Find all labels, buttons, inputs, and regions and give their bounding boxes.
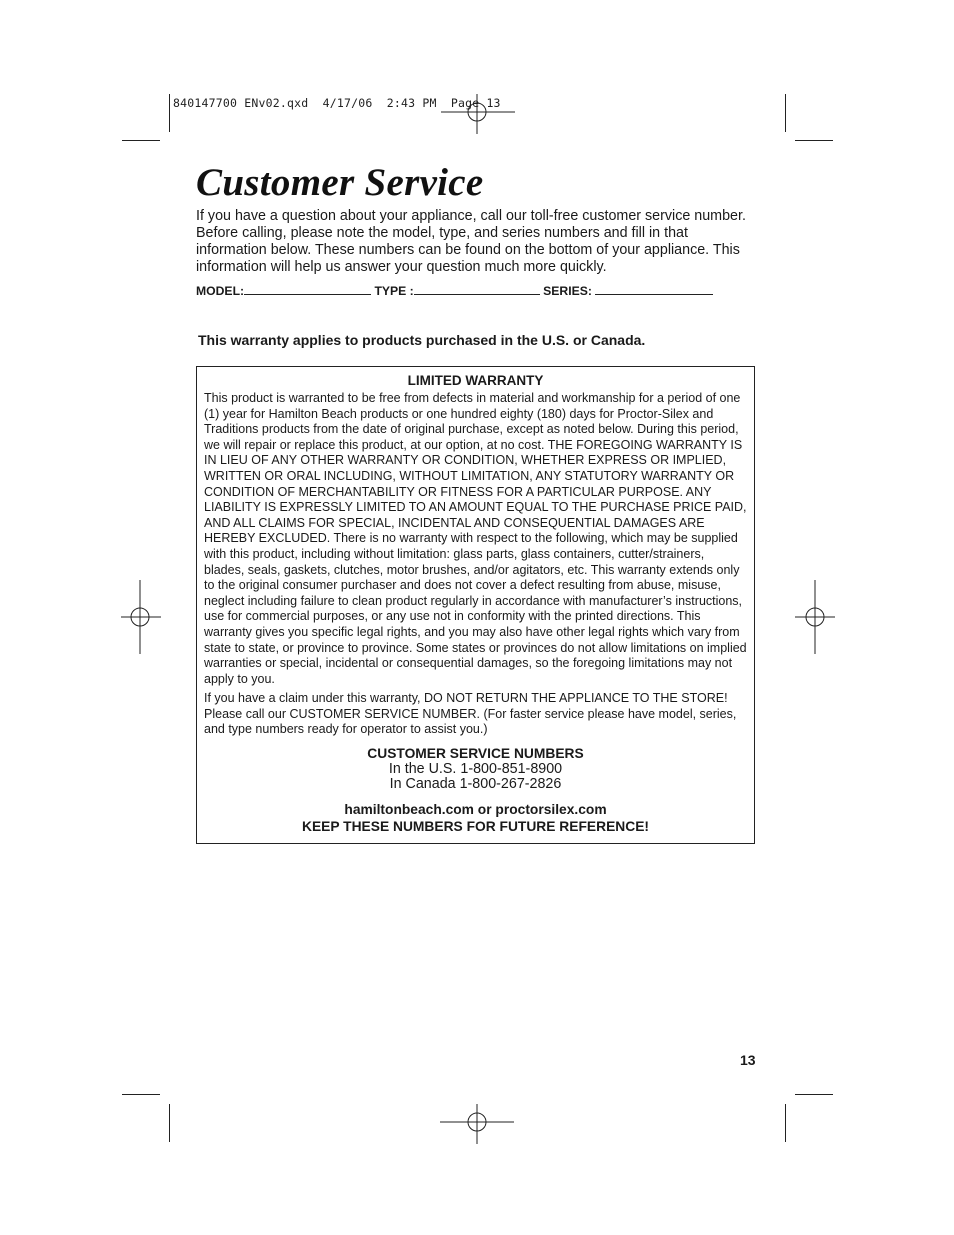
warranty-applies-note: This warranty applies to products purchased in the U.S. or Canada.	[198, 332, 646, 348]
intro-paragraph: If you have a question about your appliance, call our toll-free customer service number. Before calling, please note the model, type, and series numbers and fill in that information below. These numbers can be found on the bottom of your appliance. This information will help us answer your question much more quickly.	[196, 208, 746, 275]
model-blank	[244, 284, 371, 295]
product-info-fields	[196, 284, 713, 298]
crop-mark-top-right-horizontal	[795, 140, 833, 141]
website-links: hamiltonbeach.com or proctorsilex.com	[344, 802, 607, 818]
type-blank	[414, 284, 540, 295]
crop-mark-bottom-right-vertical	[785, 1104, 786, 1142]
model-label: MODEL:	[196, 284, 245, 298]
customer-service-numbers-heading: CUSTOMER SERVICE NUMBERS	[367, 746, 584, 762]
crop-mark-bottom-left-vertical	[169, 1104, 170, 1142]
crop-mark-top-left-vertical	[169, 94, 170, 132]
registration-crosshair-bottom-icon	[440, 1104, 514, 1144]
crop-mark-bottom-right-horizontal	[795, 1094, 833, 1095]
keep-numbers-note: KEEP THESE NUMBERS FOR FUTURE REFERENCE!	[302, 819, 649, 835]
canada-phone-number: In Canada 1-800-267-2826	[389, 776, 562, 793]
warranty-claim-paragraph: If you have a claim under this warranty, DO NOT RETURN THE APPLIANCE TO THE STORE! Please call our CUSTOMER SERVICE NUMBER. (For faster service please have model, series, and type numbers ready for operator to assist you.)	[204, 691, 737, 737]
limited-warranty-box	[196, 366, 755, 844]
registration-crosshair-left-icon	[121, 580, 161, 654]
crop-mark-top-left-horizontal	[122, 140, 160, 141]
page-number: 13	[740, 1052, 756, 1068]
warranty-heading: LIMITED WARRANTY	[407, 373, 544, 388]
printer-slug-line: 840147700 ENv02.qxd 4/17/06 2:43 PM Page 13	[173, 96, 501, 110]
registration-crosshair-right-icon	[795, 580, 835, 654]
series-label: SERIES:	[543, 284, 592, 298]
page-title: Customer Service	[196, 161, 484, 204]
type-label: TYPE :	[374, 284, 414, 298]
us-phone-number: In the U.S. 1-800-851-8900	[388, 761, 563, 778]
warranty-terms-paragraph: This product is warranted to be free from defects in material and workmanship for a period of one (1) year for Hamilton Beach products or one hundred eighty (180) days for Proctor-Silex and Traditions products from the date of original purchase, except as noted below. During this period, we will repair or replace this product, at our option, at no cost. THE FOREGOING WARRANTY IS IN LIEU OF ANY OTHER WARRANTY OR CONDITION, WHETHER EXPRESS OR IMPLIED, WRITTEN OR ORAL INCLUDING, WITHOUT LIMITATION, ANY STATUTORY WARRANTY OR CONDITION OF MERCHANTABILITY OR FITNESS FOR A PARTICULAR PURPOSE. ANY LIABILITY IS EXPRESSLY LIMITED TO AN AMOUNT EQUAL TO THE PURCHASE PRICE PAID, AND ALL CLAIMS FOR SPECIAL, INCIDENTAL AND CONSEQUENTIAL DAMAGES ARE HEREBY EXCLUDED. There is no warranty with respect to the following, which may be supplied with this product, including without limitation: glass parts, glass containers, cutter/strainers, blades, seals, gaskets, clutches, motor brushes, and/or agitators, etc. This warranty extends only to the original consumer purchaser and does not cover a defect resulting from abuse, misuse, neglect including failure to clean product regularly in accordance with manufacturer’s instructions, use for commercial purposes, or any use not in conformity with the printed directions. This warranty gives you specific legal rights, and you may also have other legal rights which vary from state to state, or province to province. Some states or provinces do not allow limitations on implied warranties or special, incidental or consequential damages, so the foregoing limitations may not apply to you.	[204, 391, 747, 686]
crop-mark-top-right-vertical	[785, 94, 786, 132]
registration-crosshair-top-icon	[441, 94, 515, 134]
series-blank	[595, 284, 713, 295]
crop-mark-bottom-left-horizontal	[122, 1094, 160, 1095]
